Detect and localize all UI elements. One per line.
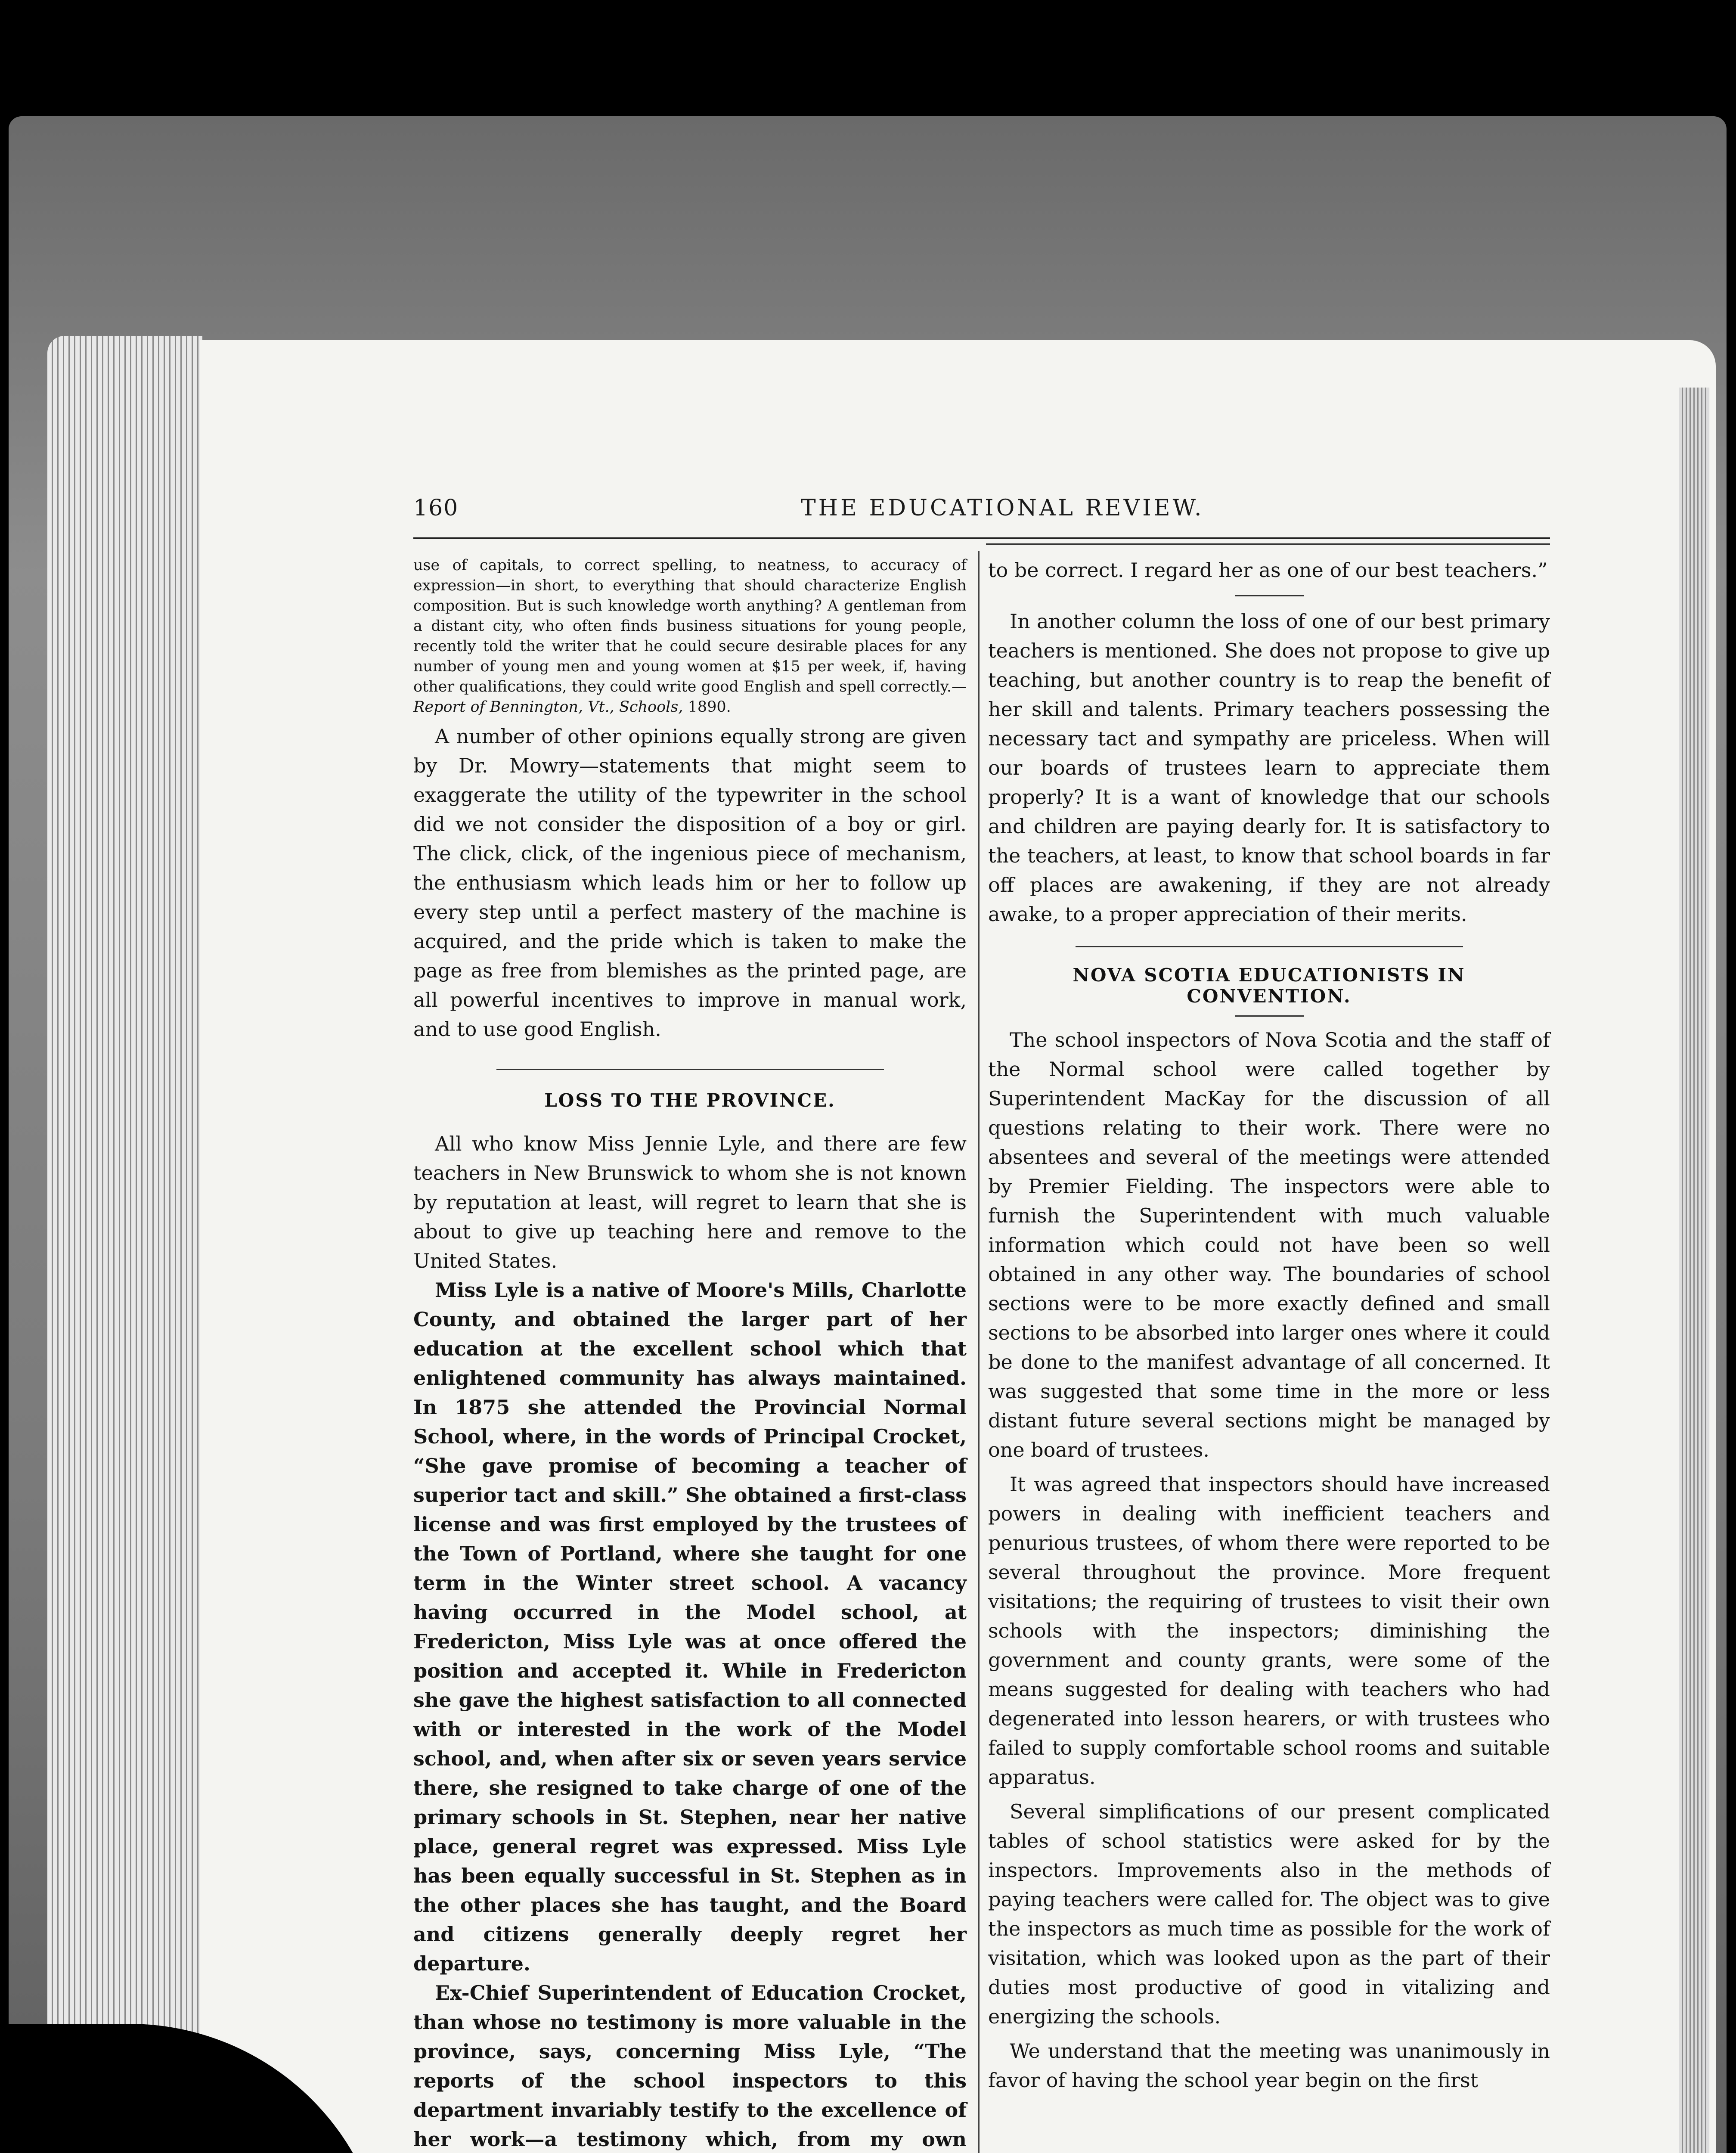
loss-paragraph-1: All who know Miss Jennie Lyle, and there are few teachers in New Brunswick to whom she is not known by reputation at least, will regret to learn that she is about to give up teaching here and remove to the United States. (413, 1132, 967, 1272)
continued-paragraph: to be correct. I regard her as one of our best teachers.” (988, 558, 1548, 582)
quote-text: use of capitals, to correct spelling, to neatness, to accuracy of expression—in short, to everything that should characterize English composition. But is such knowledge worth anything? A gentleman from a distant city, who often finds business situations for young people, recently told the writer that he could secure desirable places for any number of young men and young women at $15 per week, if, having other qualifications, they could write good English and spell correctly.— (413, 557, 967, 695)
editorial-paragraph: In another column the loss of one of our best primary teachers is mentioned. She does not propose to give up teaching, but another country is to reap the benefit of her skill and talents. Primary teachers possessing the necessary tact and sympathy are priceless. When will our boards of trustees learn to appreciate them properly? It is a want of knowledge that our schools and children are paying dearly for. It is satisfactory to the teachers, at least, to know that school boards in far off places are awakening, if they are not already awake, to a proper appreciation of their merits. (988, 610, 1550, 926)
typewriter-quote (413, 555, 967, 717)
left-column (413, 555, 967, 2153)
page-stack-edge (47, 336, 202, 2153)
loss-heading: LOSS TO THE PROVINCE. (544, 1090, 836, 1111)
loss-paragraph-3: Ex-Chief Superintendent of Education Crocket, than whose no testimony is more valuable in the province, says, concerning Miss Lyle, “The reports of the school inspectors to this department invariably testify to the excellence of her work—a testimony which, from my own (413, 1981, 967, 2151)
loss-paragraph-2: Miss Lyle is a native of Moore's Mills, Charlotte County, and obtained the larger part of her education at the excellent school which that enlightened community has always maintained. In 1875 she attended the Provincial Normal School, where, in the words of Principal Crocket, “She gave promise of becoming a teacher of superior tact and skill.” She obtained a first-class license and was first employed by the trustees of the Town of Portland, where she taught for one term in the Winter street school. A vacancy having occurred in the Model school, at Fredericton, Miss Lyle was at once offered the position and accepted it. While in Fredericton she gave the highest satisfaction to all connected with or interested in the work of the Model school, and, when after six or seven years service there, she resigned to take charge of one of the primary schools in St. Stephen, near her native place, general regret was expressed. Miss Lyle has been equally successful in St. Stephen as in the other places she has taught, and the Board and citizens generally deeply regret her departure. (413, 1278, 967, 1975)
nova-paragraph-3: Several simplifications of our present complicated tables of school statistics were asked for by the inspectors. Improvements also in the methods of paying teachers were called for. The object was to give the inspectors as much time as possible for the work of visitation, which was looked upon as the part of their duties most productive of good in vitalizing and energizing the schools. (988, 1800, 1550, 2028)
journal-title: THE EDUCATIONAL REVIEW. (801, 495, 1204, 521)
running-head (413, 495, 1550, 530)
header-rule (413, 537, 1550, 539)
page-number: 160 (413, 495, 459, 521)
page-right-edge (1679, 388, 1709, 2153)
nova-paragraph-2: It was agreed that inspectors should have increased powers in dealing with inefficient teachers and penurious trustees, of whom there were reported to be several throughout the province. More frequent visitations; the requiring of trustees to visit their own schools with the inspectors; diminishing the government and county grants, were some of the means suggested for dealing with teachers who had degenerated into lesson hearers, or with trustees who failed to supply comfortable school rooms and suitable apparatus. (988, 1473, 1550, 1789)
quote-year: 1890. (683, 698, 731, 716)
header-rule-secondary (986, 543, 1550, 545)
nova-scotia-heading: NOVA SCOTIA EDUCATIONISTS IN CONVENTION. (1073, 965, 1466, 1007)
quote-source: Report of Bennington, Vt., Schools, (413, 698, 683, 716)
typewriter-paragraph: A number of other opinions equally strong are given by Dr. Mowry—statements that might seem to exaggerate the utility of the typewriter in the school did we not consider the disposition of a boy or girl. The click, click, of the ingenious piece of mechanism, the enthusiasm which leads him or her to follow up every step until a perfect mastery of the machine is acquired, and the pride which is taken to make the page as free from blemishes as the printed page, are all powerful incentives to improve in manual work, and to use good English. (413, 725, 967, 1041)
right-column (988, 555, 1550, 2095)
column-divider (978, 551, 980, 2153)
nova-paragraph-1: The school inspectors of Nova Scotia and the staff of the Normal school were called together by Superintendent MacKay for the discussion of all questions relating to their work. There were no absentees and several of the meetings were attended by Premier Fielding. The inspectors were able to furnish the Superintendent with much valuable information which could not have been so well obtained in any other way. The boundaries of school sections were to be more exactly defined and small sections to be absorbed into larger ones where it could be done to the manifest advantage of all concerned. It was suggested that some time in the more or less distant future several sections might be managed by one board of trustees. (988, 1028, 1550, 1461)
nova-paragraph-4: We understand that the meeting was unanimously in favor of having the school year begin on the first (988, 2039, 1550, 2092)
